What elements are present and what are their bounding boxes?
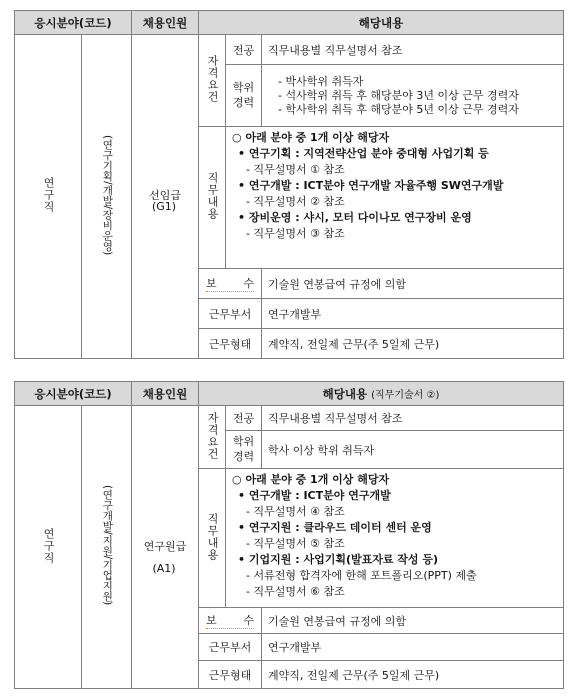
- duty-intro: ○ 아래 분야 중 1개 이상 해당자: [232, 473, 390, 486]
- major-row: [15, 406, 564, 431]
- pay-label: 보 수: [206, 277, 255, 290]
- grade-label: 연구원급: [143, 539, 187, 553]
- recruitment-table-1: [14, 10, 564, 359]
- field-cell: [82, 35, 132, 359]
- duty-item: • 연구개발 : ICT분야 연구개발 자율주행 SW연구개발: [238, 179, 504, 192]
- degree-line: - 학사학위 취득 후 해당분야 5년 이상 근무 경력자: [278, 102, 519, 116]
- degree-value: 학사 이상 학위 취득자: [262, 431, 564, 469]
- pay-label-cell: [199, 608, 262, 634]
- category-label: 연구직: [42, 177, 56, 213]
- type-value: 계약직, 전일제 근무(주 5일제 근무): [262, 329, 564, 359]
- grade-label: 선임급: [149, 189, 181, 203]
- count-cell: [132, 35, 199, 359]
- recruitment-table-2: [14, 381, 564, 689]
- degree-label: 학위 경력: [226, 431, 262, 469]
- degree-value: [262, 65, 564, 127]
- major-label: 전공: [226, 406, 262, 431]
- table-header-row: [15, 382, 564, 406]
- major-value: 직무내용별 직무설명서 참조: [262, 35, 564, 65]
- qual-cell: [199, 35, 226, 127]
- header-count: 채용인원: [132, 382, 199, 406]
- duty-label: 직무내용: [206, 512, 220, 561]
- major-row: [15, 35, 564, 65]
- degree-line: - 박사학위 취득자: [278, 74, 364, 88]
- grade-code: (A1): [152, 562, 176, 575]
- count-cell: [132, 406, 199, 689]
- duty-sub: - 직무설명서 ⑥ 참조: [246, 585, 345, 598]
- duty-sub: - 직무설명서 ③ 참조: [246, 227, 345, 240]
- field-label: (연구개발/지원/기업지원): [101, 485, 114, 606]
- duty-sub: - 서류전형 합격자에 한해 포트폴리오(PPT) 제출: [246, 569, 477, 582]
- dept-value: 연구개발부: [262, 634, 564, 661]
- category-cell: [15, 35, 82, 359]
- type-label: 근무형태: [199, 661, 262, 689]
- duty-value: [226, 127, 564, 269]
- table-header-row: [15, 11, 564, 35]
- header-content: 해당내용 (직무기술서 ②): [199, 382, 564, 406]
- category-cell: [15, 406, 82, 689]
- category-label: 연구직: [42, 527, 56, 564]
- duty-sub: - 직무설명서 ① 참조: [246, 163, 345, 176]
- major-value: 직무내용별 직무설명서 참조: [262, 406, 564, 431]
- duty-item: • 연구지원 : 클라우드 데이터 센터 운영: [238, 521, 432, 534]
- grade-code: (G1): [151, 200, 177, 213]
- dept-value: 연구개발부: [262, 299, 564, 329]
- header-field: 응시분야(코드): [15, 382, 132, 406]
- pay-value: 기술원 연봉급여 규정에 의함: [262, 608, 564, 634]
- duty-value: [226, 469, 564, 608]
- duty-sub: - 직무설명서 ⑤ 참조: [246, 537, 345, 550]
- duty-item: • 연구개발 : ICT분야 연구개발: [238, 489, 391, 502]
- type-label: 근무형태: [199, 329, 262, 359]
- degree-line: - 석사학위 취득 후 해당분야 3년 이상 근무 경력자: [278, 88, 519, 102]
- pay-label: 보 수: [206, 614, 255, 627]
- type-value: 계약직, 전일제 근무(주 5일제 근무): [262, 661, 564, 689]
- duty-label-cell: [199, 127, 226, 269]
- header-content-note: (직무기술서 ②): [371, 389, 440, 401]
- duty-intro: ○ 아래 분야 중 1개 이상 해당자: [232, 131, 390, 144]
- pay-value: 기술원 연봉급여 규정에 의함: [262, 269, 564, 299]
- major-label: 전공: [226, 35, 262, 65]
- degree-label: 학위 경력: [226, 65, 262, 127]
- duty-label-cell: [199, 469, 226, 608]
- pay-label-cell: [199, 269, 262, 299]
- qual-label: 자격요건: [206, 411, 220, 460]
- field-cell: [82, 406, 132, 689]
- header-count: 채용인원: [132, 11, 199, 35]
- duty-item: • 연구기획 : 지역전략산업 분야 중대형 사업기획 등: [238, 147, 489, 160]
- header-field: 응시분야(코드): [15, 11, 132, 35]
- duty-label: 직무내용: [206, 172, 220, 220]
- field-label: (연구기획/개발/장비운영): [101, 134, 114, 256]
- dept-label: 근무부서: [199, 634, 262, 661]
- header-content: 해당내용: [199, 11, 564, 35]
- duty-item: • 기업지원 : 사업기획(발표자료 작성 등): [238, 553, 439, 566]
- duty-item: • 장비운영 : 샤시, 모터 다이나모 연구장비 운영: [238, 211, 472, 224]
- dept-label: 근무부서: [199, 299, 262, 329]
- duty-sub: - 직무설명서 ④ 참조: [246, 505, 345, 518]
- duty-sub: - 직무설명서 ② 참조: [246, 195, 345, 208]
- qual-cell: [199, 406, 226, 469]
- qual-label: 자격요건: [206, 55, 220, 103]
